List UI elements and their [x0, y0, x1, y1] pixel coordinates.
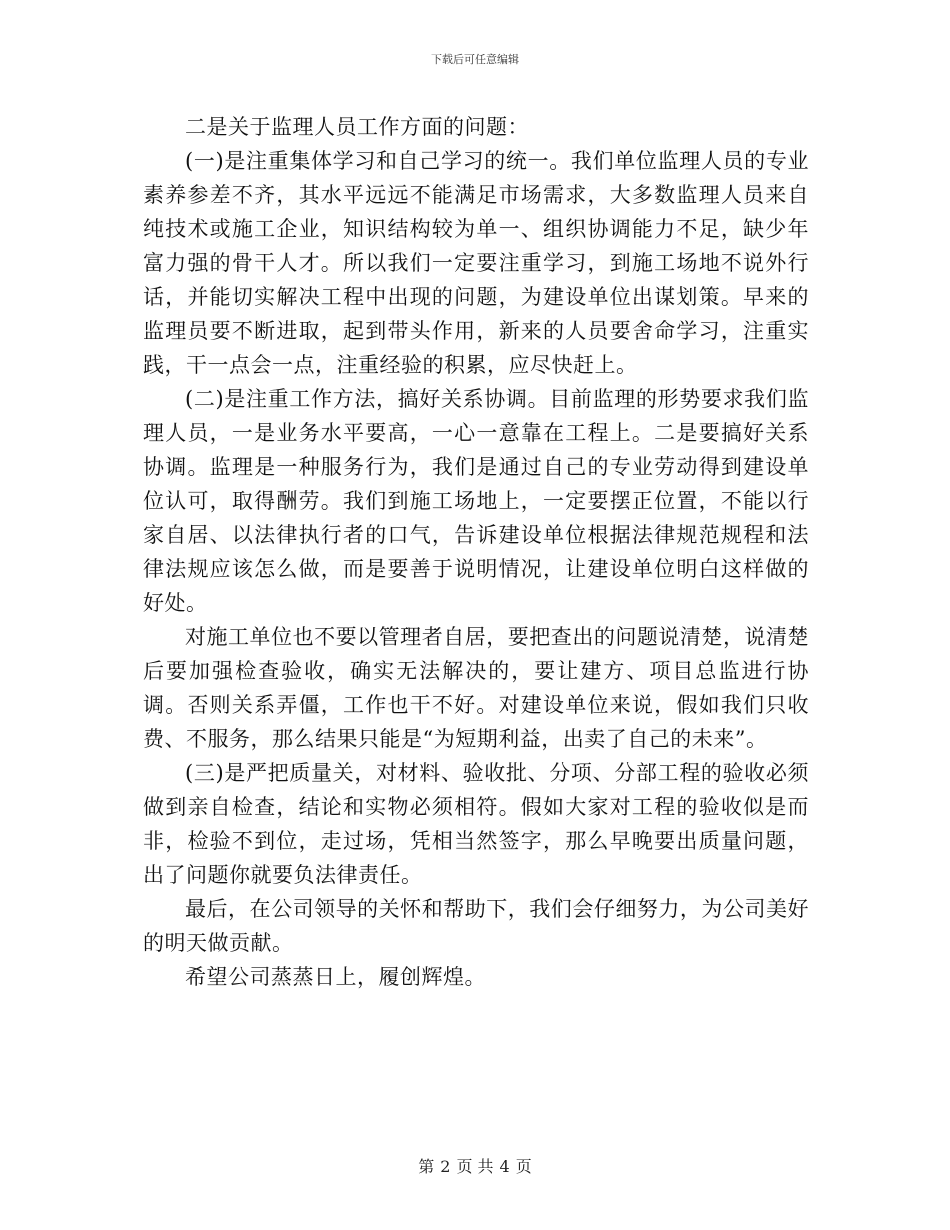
paragraph-wish: 希望公司蒸蒸日上，履创辉煌。	[185, 965, 486, 989]
paragraph-point-one: (一)是注重集体学习和自己学习的统一。我们单位监理人员的专业素养参差不齐，其水平远远不能满足市场需求，大多数监理人员来自纯技术或施工企业，知识结构较为单一、组织协调能力不足，缺少年富力强的骨干人才。所以我们一定要注重学习，到施工场地不说外行话，并能切实解决工程中出现的问题，为建设单位出谋划策。早来的监理员要不断进取，起到带头作用，新来的人员要舍命学习，注重实践，干一点会一点，注重经验的积累，应尽快赶上。	[143, 149, 809, 377]
page-number-total: 4	[499, 1157, 510, 1176]
page-number-suffix: 页	[515, 1157, 532, 1176]
page-header	[0, 52, 950, 68]
page-number-prefix: 第	[418, 1157, 435, 1176]
paragraph-intro: 二是关于监理人员工作方面的问题：	[185, 115, 529, 139]
paragraph-closing: 最后，在公司领导的关怀和帮助下，我们会仔细努力，为公司美好的明天做贡献。	[143, 897, 809, 955]
page-footer	[0, 1156, 950, 1178]
page-number-current: 2	[440, 1157, 451, 1176]
paragraph-point-two: (二)是注重工作方法，搞好关系协调。目前监理的形势要求我们监理人员，一是业务水平要高，一心一意靠在工程上。二是要搞好关系协调。监理是一种服务行为，我们是通过自己的专业劳动得到建设单位认可，取得酬劳。我们到施工场地上，一定要摆正位置，不能以行家自居、以法律执行者的口气，告诉建设单位根据法律规范规程和法律法规应该怎么做，而是要善于说明情况，让建设单位明白这样做的好处。	[143, 387, 809, 615]
page-number-middle: 页 共	[456, 1157, 494, 1176]
paragraph-point-three: (三)是严把质量关，对材料、验收批、分项、分部工程的验收必须做到亲自检查，结论和实物必须相符。假如大家对工程的验收似是而非，检验不到位，走过场，凭相当然签字，那么早晚要出质量问题，出了问题你就要负法律责任。	[143, 761, 809, 887]
paragraph-construction-unit: 对施工单位也不要以管理者自居，要把查出的问题说清楚，说清楚后要加强检查验收，确实无法解决的，要让建方、项目总监进行协调。否则关系弄僵，工作也干不好。对建设单位来说，假如我们只收费、不服务，那么结果只能是“为短期利益，出卖了自己的未来”。	[143, 625, 809, 751]
header-note: 下载后可任意编辑	[431, 53, 519, 66]
document-body	[143, 110, 809, 994]
